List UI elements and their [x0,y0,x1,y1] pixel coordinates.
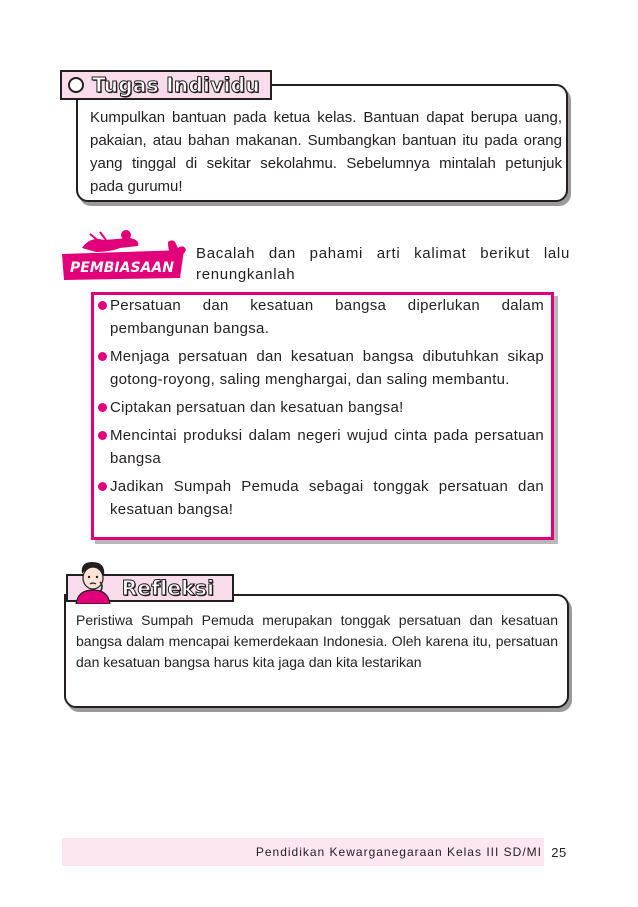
tugas-individu-title: Tugas Individu [92,73,260,97]
list-item [98,345,544,391]
pembiasaan-list [98,294,544,526]
list-item [98,396,544,419]
list-item [98,475,544,521]
tugas-individu-text: Kumpulkan bantuan pada ketua kelas. Bantuan dapat berupa uang, pakaian, atau bahan makanan. Sumbangkan bantuan itu pada orang yang tinggal di sekitar sekolahmu. Sebelumnya mintalah petunjuk pada gurumu! [90,109,562,195]
list-item-text: Persatuan dan kesatuan bangsa diperlukan dalam pembangunan bangsa. [110,297,544,337]
refleksi-title: Refleksi [121,576,215,600]
tugas-individu-tab [60,70,272,100]
bullet-icon [98,431,107,440]
pembiasaan-intro: Bacalah dan pahami arti kalimat berikut lalu renungkanlah [196,245,570,283]
list-item [98,294,544,340]
bullet-icon [98,352,107,361]
thinking-child-icon [70,560,118,604]
page-number: 25 [544,838,574,866]
bullet-icon [98,482,107,491]
footer-book-title: Pendidikan Kewarganegaraan Kelas III SD/MI [255,845,542,859]
list-item-text: Jadikan Sumpah Pemuda sebagai tonggak persatuan dan kesatuan bangsa! [110,478,544,518]
refleksi-text: Peristiwa Sumpah Pemuda merupakan tonggak persatuan dan kesatuan bangsa dalam mencapai kemerdekaan Indonesia. Oleh karena itu, persatuan dan kesatuan bangsa harus kita jaga dan kita lestarikan [76,612,558,670]
bullet-icon [98,403,107,412]
circle-icon [68,77,84,93]
list-item-text: Ciptakan persatuan dan kesatuan bangsa! [110,399,404,416]
list-item-text: Mencintai produksi dalam negeri wujud cinta pada persatuan bangsa [110,427,544,467]
pembiasaan-logo [60,228,190,284]
bullet-icon [98,301,107,310]
pembiasaan-logo-label: PEMBIASAAN [70,260,174,276]
list-item [98,424,544,470]
list-item-text: Menjaga persatuan dan kesatuan bangsa dibutuhkan sikap gotong-royong, saling menghargai, dan saling membantu. [110,348,544,388]
